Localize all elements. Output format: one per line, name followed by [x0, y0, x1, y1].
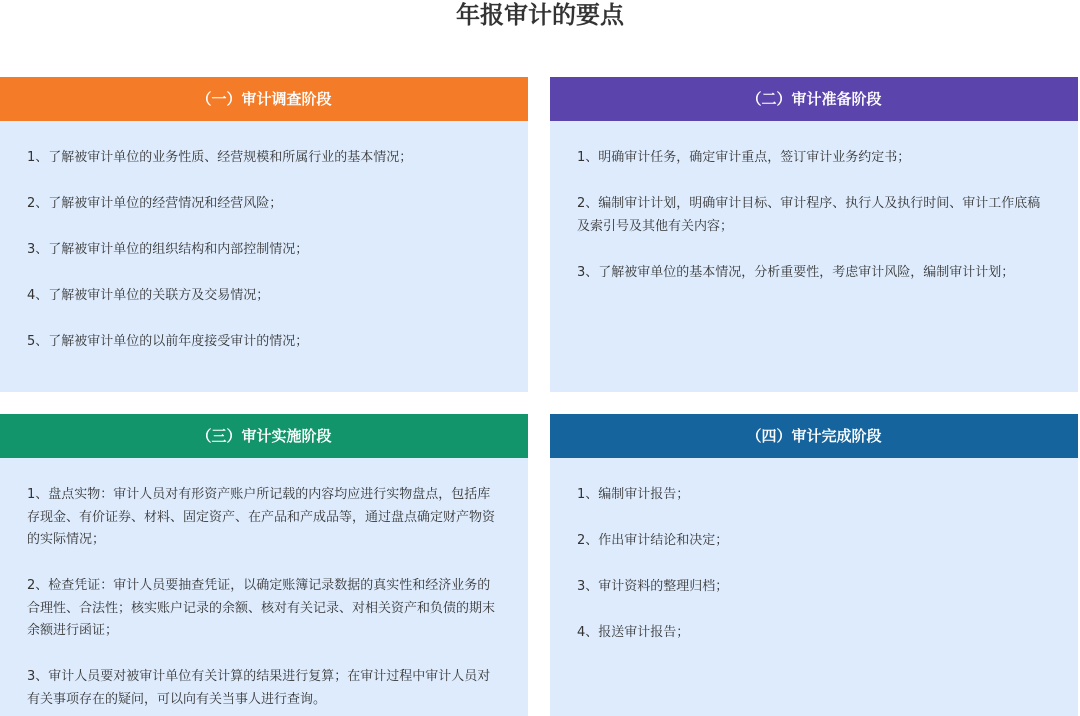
stage-item: 5、了解被审计单位的以前年度接受审计的情况；	[27, 334, 309, 349]
stage-item: 2、检查凭证：审计人员要抽查凭证，以确定账簿记录数据的真实性和经济业务的合理性、合法性；核实账户记录的余额、核对有关记录、对相关资产和负债的期末余额进行函证；	[27, 578, 496, 638]
stage-item: 3、审计人员要对被审计单位有关计算的结果进行复算；在审计过程中审计人员对有关事项存在的疑问，可以向有关当事人进行查询。	[27, 669, 491, 707]
stage-card-completion	[550, 414, 1078, 716]
stage-body	[550, 458, 1078, 645]
stage-body	[0, 458, 528, 711]
stage-item: 1、编制审计报告；	[577, 487, 690, 502]
stage-item: 2、作出审计结论和决定；	[577, 533, 729, 548]
stage-card-preparation	[550, 77, 1078, 392]
stage-header: （二）审计准备阶段	[550, 77, 1078, 121]
stage-header: （四）审计完成阶段	[550, 414, 1078, 458]
stage-item: 4、了解被审计单位的关联方及交易情况；	[27, 288, 270, 303]
page-title: 年报审计的要点	[456, 1, 624, 29]
stage-item: 3、了解被审单位的基本情况，分析重要性，考虑审计风险，编制审计计划；	[577, 264, 1015, 280]
stage-card-implementation	[0, 414, 528, 716]
stage-item: 1、明确审计任务，确定审计重点，签订审计业务约定书；	[577, 150, 911, 165]
stage-item: 3、了解被审计单位的组织结构和内部控制情况；	[27, 242, 309, 257]
stage-item: 2、编制审计计划，明确审计目标、审计程序、执行人及执行时间、审计工作底稿及索引号及其他有关内容；	[577, 196, 1041, 234]
stage-header: （一）审计调查阶段	[0, 77, 528, 121]
stage-item: 1、了解被审计单位的业务性质、经营规模和所属行业的基本情况；	[27, 150, 413, 165]
stage-header: （三）审计实施阶段	[0, 414, 528, 458]
stage-item: 3、审计资料的整理归档；	[577, 579, 729, 594]
stage-body	[550, 121, 1078, 284]
stage-item: 4、报送审计报告；	[577, 625, 690, 640]
stage-card-investigation	[0, 77, 528, 392]
stage-item: 2、了解被审计单位的经营情况和经营风险；	[27, 196, 283, 211]
stage-item: 1、盘点实物：审计人员对有形资产账户所记载的内容均应进行实物盘点，包括库存现金、有价证券、材料、固定资产、在产品和产成品等，通过盘点确定财产物资的实际情况；	[27, 487, 496, 547]
stage-body	[0, 121, 528, 354]
